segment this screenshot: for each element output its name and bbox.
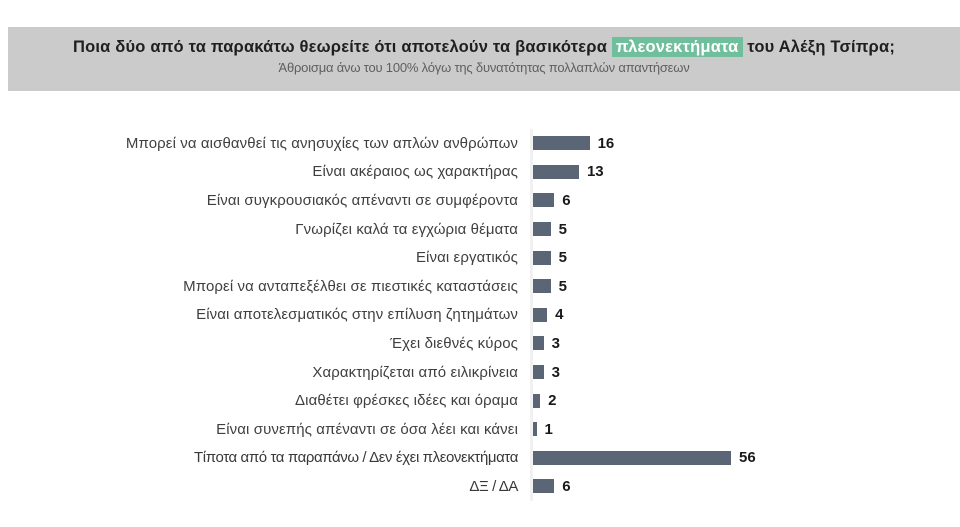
bar-row: [0, 129, 960, 158]
question-title: [8, 27, 960, 57]
bar-zone: [530, 129, 960, 158]
value-label: 5: [558, 249, 568, 267]
value-label: 5: [558, 277, 568, 295]
value-label: 6: [562, 191, 571, 209]
bar: [533, 451, 731, 465]
bar-row: [0, 444, 960, 473]
bar: [533, 365, 544, 379]
bar-zone: [530, 186, 960, 215]
bar: [533, 136, 590, 150]
bar: [533, 193, 554, 207]
bar-zone: [530, 301, 960, 330]
value-label: 5: [558, 220, 568, 238]
category-label: Είναι συνεπής απέναντι σε όσα λέει και κάνει: [216, 420, 518, 438]
bar-row: [0, 243, 960, 272]
bar-zone: [530, 386, 960, 415]
category-label: ΔΞ / ΔΑ: [469, 477, 518, 495]
bar: [533, 422, 537, 436]
bar-row: [0, 358, 960, 387]
bar: [533, 336, 544, 350]
category-label: Διαθέτει φρέσκες ιδέες και όραμα: [295, 392, 518, 410]
bar-zone: [530, 272, 960, 301]
category-label: Μπορεί να αισθανθεί τις ανησυχίες των απλών ανθρώπων: [125, 134, 518, 152]
bar-row: [0, 158, 960, 187]
bar-zone: [530, 415, 960, 444]
category-label: Μπορεί να ανταπεξέλθει σε πιεστικές καταστάσεις: [183, 277, 518, 295]
value-label: 2: [548, 392, 557, 410]
value-label: 16: [597, 134, 615, 152]
question-title-text-after: του Αλέξη Τσίπρα;: [747, 38, 896, 56]
bar: [533, 479, 554, 493]
bar: [533, 165, 579, 179]
category-label: Τίποτα από τα παραπάνω / Δεν έχει πλεονεκτήματα: [194, 449, 518, 467]
bar-zone: [530, 444, 960, 473]
value-label: 56: [739, 449, 756, 467]
bar-row: [0, 186, 960, 215]
bar-row: [0, 415, 960, 444]
bar: [533, 222, 551, 236]
value-label: 6: [562, 477, 571, 495]
value-label: 1: [544, 420, 553, 438]
question-title-highlight: πλεονεκτήματα: [612, 37, 743, 57]
bar-zone: [530, 243, 960, 272]
value-label: 13: [586, 163, 604, 181]
value-label: 4: [555, 306, 564, 324]
bar-row: [0, 301, 960, 330]
category-label: Είναι ακέραιος ως χαρακτήρας: [312, 163, 518, 181]
bar-row: [0, 386, 960, 415]
question-title-text-before: Ποια δύο από τα παρακάτω θεωρείτε ότι αποτελούν τα βασικότερα: [72, 38, 608, 56]
bar: [533, 308, 547, 322]
category-label: Έχει διεθνές κύρος: [390, 334, 518, 352]
bar-row: [0, 472, 960, 501]
bar-row: [0, 272, 960, 301]
bar-row: [0, 215, 960, 244]
bar-zone: [530, 329, 960, 358]
bar-zone: [530, 215, 960, 244]
value-label: 3: [551, 363, 560, 381]
bar-zone: [530, 358, 960, 387]
bar-zone: [530, 158, 960, 187]
category-label: Γνωρίζει καλά τα εγχώρια θέματα: [295, 220, 518, 238]
category-label: Χαρακτηρίζεται από ειλικρίνεια: [312, 363, 518, 381]
question-header: [8, 27, 960, 91]
category-label: Είναι εργατικός: [415, 249, 518, 267]
value-label: 3: [551, 334, 560, 352]
bar: [533, 279, 551, 293]
category-label: Είναι συγκρουσιακός απέναντι σε συμφέροντα: [206, 191, 518, 209]
bar-chart: [0, 129, 960, 501]
bar: [533, 251, 551, 265]
bar-row: [0, 329, 960, 358]
bar: [533, 394, 540, 408]
bar-rows: [0, 129, 960, 501]
category-label: Είναι αποτελεσματικός στην επίλυση ζητημάτων: [196, 306, 518, 324]
bar-zone: [530, 472, 960, 501]
question-subtitle: Άθροισμα άνω του 100% λόγω της δυνατότητας πολλαπλών απαντήσεων: [278, 60, 690, 75]
